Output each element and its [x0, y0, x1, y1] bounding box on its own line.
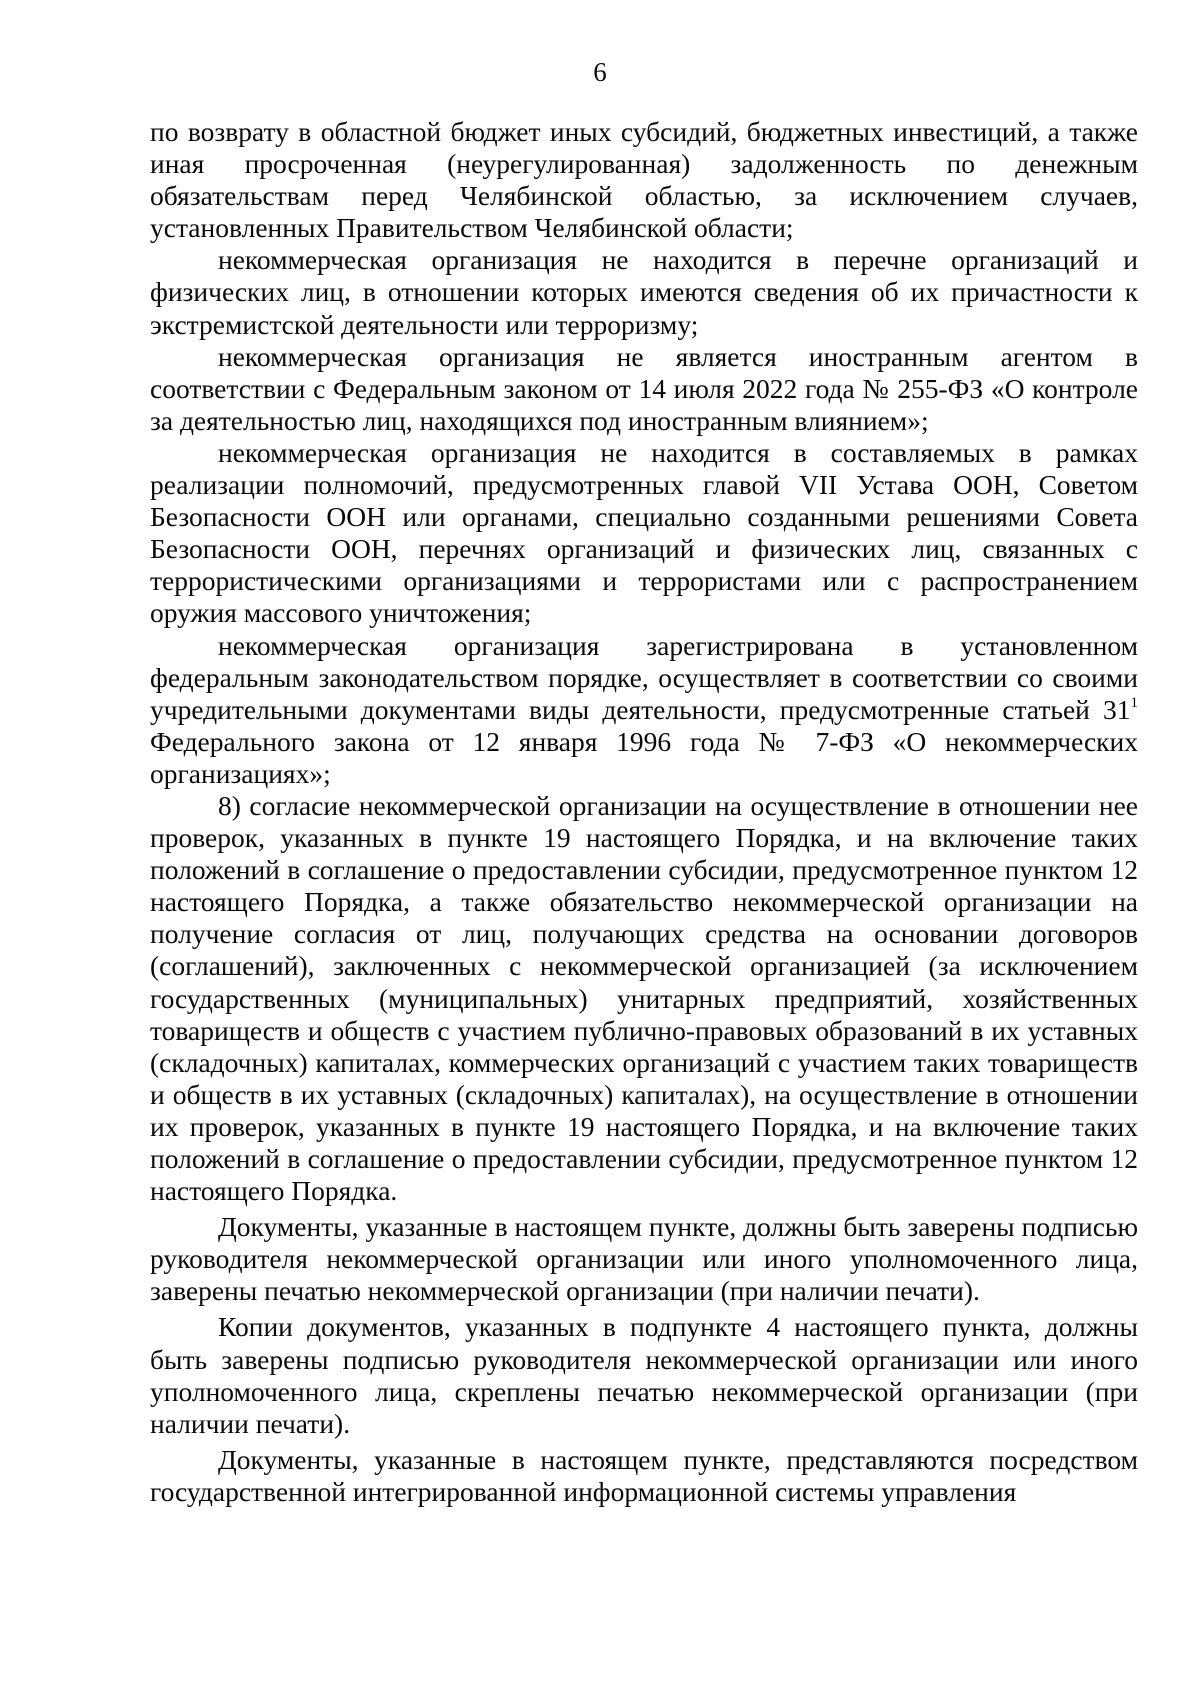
paragraph-debt-continuation: по возврату в областной бюджет иных субсидий, бюджетных инвестиций, а также иная просроченная (неурегулированная) задолженность по денежным обязательствам перед Челябинской областью, за исключением случаев, установленных Правительством Челябинской области; [150, 116, 1138, 244]
article-superscript: 1 [1130, 694, 1138, 711]
paragraph-submission: Документы, указанные в настоящем пункте, представляются посредством государственной интегрированной информационной системы управления [150, 1443, 1138, 1507]
registration-text-start: некоммерческая организация зарегистрирована в установленном федеральным законодательством порядке, осуществляет в соответствии со своими учредительными документами виды деятельности, предусмотренные статьей 31 [150, 629, 1138, 725]
document-body [150, 116, 1138, 1508]
registration-text-end: Федерального закона от 12 января 1996 года № 7-ФЗ «О некоммерческих организациях»; [150, 725, 1138, 789]
paragraph-documents-certified: Документы, указанные в настоящем пункте, должны быть заверены подписью руководителя некоммерческой организации или иного уполномоченного лица, заверены печатью некоммерческой организации (при наличии печати). [150, 1211, 1138, 1307]
paragraph-un-sanctions: некоммерческая организация не находится в составляемых в рамках реализации полномочий, предусмотренных главой VII Устава ООН, Советом Безопасности ООН или органами, специально созданными решениями Совета Безопасности ООН, перечнях организаций и физических лиц, связанных с террористическими организациями и террористами или с распространением оружия массового уничтожения; [150, 436, 1138, 629]
paragraph-copies-certified: Копии документов, указанных в подпункте 4 настоящего пункта, должны быть заверены подписью руководителя некоммерческой организации или иного уполномоченного лица, скреплены печатью некоммерческой организации (при наличии печати). [150, 1311, 1138, 1439]
paragraph-extremism-list: некоммерческая организация не находится в перечне организаций и физических лиц, в отношении которых имеются сведения об их причастности к экстремистской деятельности или терроризму; [150, 244, 1138, 340]
paragraph-item-8-consent: 8) согласие некоммерческой организации на осуществление в отношении нее проверок, указанных в пункте 19 настоящего Порядка, и на включение таких положений в соглашение о предоставлении субсидии, предусмотренное пунктом 12 настоящего Порядка, а также обязательство некоммерческой организации на получение согласия от лиц, получающих средства на основании договоров (соглашений), заключенных с некоммерческой организацией (за исключением государственных (муниципальных) унитарных предприятий, хозяйственных товариществ и обществ с участием публично-правовых образований в их уставных (складочных) капиталах, коммерческих организаций с участием таких товариществ и обществ в их уставных (складочных) капиталах), на осуществление в отношении их проверок, указанных в пункте 19 настоящего Порядка, и на включение таких положений в соглашение о предоставлении субсидии, предусмотренное пунктом 12 настоящего Порядка. [150, 789, 1138, 1207]
paragraph-registration [150, 630, 1138, 790]
paragraph-foreign-agent: некоммерческая организация не является иностранным агентом в соответствии с Федеральным законом от 14 июля 2022 года № 255-ФЗ «О контроле за деятельностью лиц, находящихся под иностранным влиянием»; [150, 340, 1138, 436]
page-number: 6 [593, 57, 607, 87]
